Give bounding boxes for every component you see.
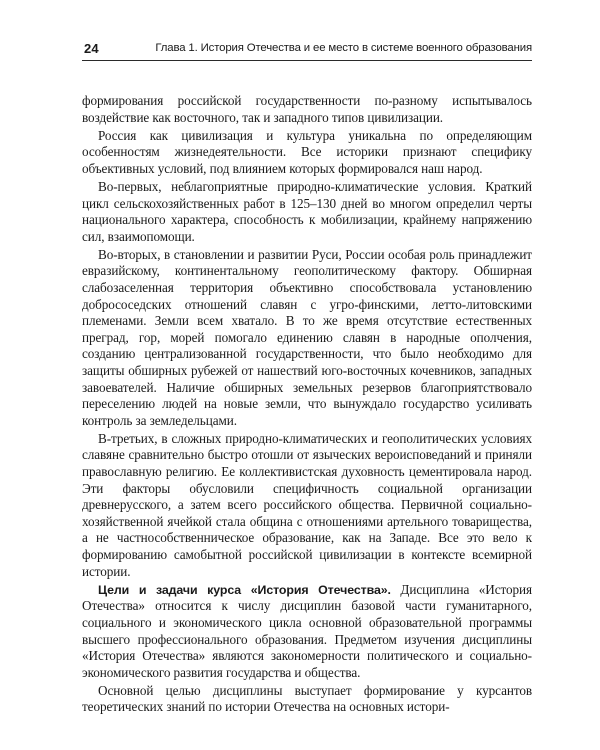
book-page bbox=[82, 40, 532, 717]
paragraph-course-goals bbox=[82, 582, 532, 682]
paragraph bbox=[82, 431, 532, 580]
paragraph bbox=[82, 128, 532, 178]
paragraph bbox=[82, 247, 532, 430]
paragraph-text: Россия как цивилизация и культура уникальна по определяющим особенностям жизнедеятельности. Все историки признают специфику объективных условий, под влиянием которых формировался наш народ. bbox=[82, 127, 532, 176]
paragraph-text: Дисциплина «История Отечества» относится к числу дисциплин базовой части гуманитарного, социального и экономического цикла основной образовательной программы высшего профессионального образования. Предметом изучения дисциплины «История Отечества» являются закономерности политического и социально-экономического развития государства и общества. bbox=[82, 581, 532, 680]
paragraph-text: Во-вторых, в становлении и развитии Руси, России особая роль принадлежит евразийскому, континентальному геополитическому фактору. Обширная слабозаселенная территория объективно способствовала установлению добрососедских отношений славян с угро-финскими, летто-литовскими племенами. Земли всем хватало. В то же время отсутствие естественных преград, гор, морей помогало единению славян в народные ополчения, созданию централизованной государственности, что было необходимо для защиты обширных рубежей от нашествий юго-восточных кочевников, западных завоевателей. Наличие обширных земельных резервов благоприятствовало переселению людей на новые земли, что вынуждало государство усиливать контроль за земледельцами. bbox=[82, 246, 532, 428]
body-text bbox=[82, 93, 532, 716]
paragraph-text: Во-первых, неблагоприятные природно-климатические условия. Краткий цикл сельскохозяйственных работ в 125–130 дней во многом определил черты национального характера, способность к мобилизации, крайнему напряжению сил, взаимопомощи. bbox=[82, 178, 532, 244]
chapter-title: Глава 1. История Отечества и ее место в системе военного образования bbox=[155, 42, 532, 54]
paragraph-text: Основной целью дисциплины выступает формирование у курсантов теоретических знаний по истории Отечества на основных истори- bbox=[82, 682, 532, 715]
running-header bbox=[82, 40, 532, 61]
paragraph bbox=[82, 179, 532, 245]
paragraph-continuation bbox=[82, 93, 532, 126]
paragraph-text: В-третьих, в сложных природно-климатических и геополитических условиях славяне сравнительно быстро отошли от языческих вероисповеданий и приняли православную религию. Ее коллективистская духовность цементировала народ. Эти факторы обусловили специфичность социальной организации древнерусского, а затем всего российского общества. Первичной социально-хозяйственной ячейкой стала община с отношениями артельного товарищества, а не частнособственническое образование, как на Западе. Все это вело к формированию самобытной российской цивилизации в контексте всемирной истории. bbox=[82, 430, 532, 579]
paragraph-text: формирования российской государственности по-разному испытывалось воздействие как восточного, так и западного типов цивилизации. bbox=[82, 93, 532, 125]
paragraph bbox=[82, 683, 532, 716]
page-number: 24 bbox=[84, 41, 99, 56]
paragraph-lead-heading: Цели и задачи курса «История Отечества». bbox=[98, 582, 391, 597]
